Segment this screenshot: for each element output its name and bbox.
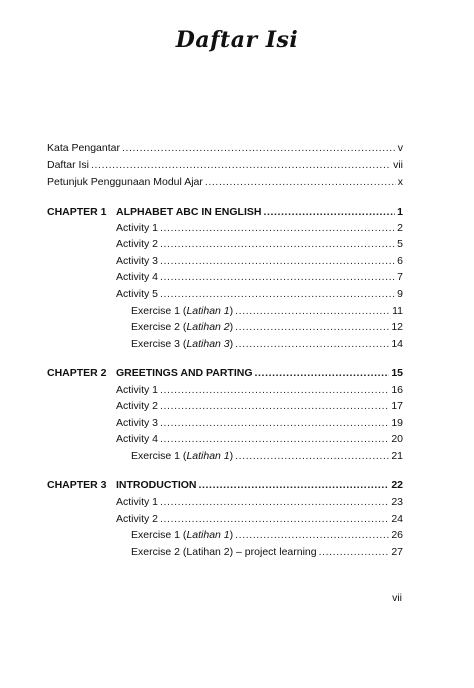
toc-entry[interactable]	[47, 141, 403, 155]
toc-entry-page: 1	[397, 206, 403, 218]
toc-entry[interactable]	[131, 320, 403, 334]
chapter-title: INTRODUCTION	[116, 479, 197, 491]
toc-entry[interactable]	[131, 449, 403, 463]
toc-entry-page: vii	[393, 159, 403, 171]
dot-leader	[263, 205, 395, 219]
toc-entry-label: Exercise 1 (Latihan 1)	[131, 305, 234, 317]
toc-entry-label: Activity 3	[116, 417, 159, 429]
toc-entry[interactable]	[116, 432, 403, 446]
toc-entry-label: Kata Pengantar	[47, 142, 120, 154]
toc-entry-label: Activity 1	[116, 496, 159, 508]
toc-entry[interactable]	[131, 304, 403, 318]
chapter-number: CHAPTER 2	[47, 367, 107, 379]
toc-entry-label: Exercise 1 (Latihan 1)	[131, 450, 234, 462]
toc-entry-label: Activity 2	[116, 513, 159, 525]
toc-entry-page: 21	[391, 450, 403, 462]
toc-entry[interactable]	[47, 175, 403, 189]
toc-entry-page: 22	[391, 479, 403, 491]
toc-entry-page: 15	[391, 367, 403, 379]
toc-entry-label: Exercise 2 (Latihan 2)	[131, 321, 234, 333]
dot-leader	[255, 366, 390, 380]
dot-leader	[235, 528, 389, 542]
toc-entry-page: 27	[391, 546, 403, 558]
toc-entry-page: 17	[391, 400, 403, 412]
toc-entry-page: 24	[391, 513, 403, 525]
dot-leader	[122, 141, 396, 155]
toc-entry[interactable]	[116, 495, 403, 509]
dot-leader	[160, 512, 389, 526]
dot-leader	[160, 383, 389, 397]
toc-entry-label: Activity 3	[116, 255, 159, 267]
page-title: Daftar Isi	[175, 27, 299, 53]
toc-entry-label: Activity 2	[116, 400, 159, 412]
toc-entry-page: x	[397, 176, 403, 188]
toc-entry-label: Activity 5	[116, 288, 159, 300]
dot-leader	[205, 175, 396, 189]
toc-entry-page: 12	[391, 321, 403, 333]
toc-entry[interactable]	[131, 528, 403, 542]
toc-entry[interactable]	[47, 158, 403, 172]
toc-entry-page: 7	[397, 271, 403, 283]
toc-entry[interactable]	[116, 416, 403, 430]
dot-leader	[235, 320, 389, 334]
dot-leader	[160, 270, 395, 284]
toc-entry-page: v	[397, 142, 403, 154]
toc-entry-label: Exercise 2 (Latihan 2) – project learning	[131, 546, 317, 558]
toc-entry[interactable]	[116, 399, 403, 413]
toc-entry-label: Activity 4	[116, 433, 159, 445]
toc-entry-label: Exercise 3 (Latihan 3)	[131, 338, 234, 350]
toc-entry-page: 2	[397, 222, 403, 234]
dot-leader	[160, 237, 395, 251]
toc-chapter-entry[interactable]	[116, 478, 403, 492]
toc-entry-label: Daftar Isi	[47, 159, 90, 171]
toc-entry-page: 5	[397, 238, 403, 250]
dot-leader	[91, 158, 391, 172]
toc-entry-label: Activity 4	[116, 271, 159, 283]
toc-entry-label: Activity 1	[116, 222, 159, 234]
dot-leader	[160, 495, 389, 509]
chapter-title: GREETINGS AND PARTING	[116, 367, 253, 379]
toc-entry[interactable]	[116, 512, 403, 526]
dot-leader	[160, 287, 395, 301]
toc-entry[interactable]	[116, 270, 403, 284]
toc-entry[interactable]	[116, 237, 403, 251]
toc-entry[interactable]	[116, 383, 403, 397]
toc-entry-label: Exercise 1 (Latihan 1)	[131, 529, 234, 541]
toc-entry-label: Petunjuk Penggunaan Modul Ajar	[47, 176, 203, 188]
dot-leader	[199, 478, 390, 492]
dot-leader	[160, 254, 395, 268]
dot-leader	[235, 337, 389, 351]
toc-entry[interactable]	[116, 287, 403, 301]
toc-entry-page: 6	[397, 255, 403, 267]
dot-leader	[160, 416, 389, 430]
toc-entry[interactable]	[116, 254, 403, 268]
toc-entry-page: 26	[391, 529, 403, 541]
dot-leader	[160, 399, 389, 413]
dot-leader	[160, 432, 389, 446]
chapter-number: CHAPTER 1	[47, 206, 107, 218]
toc-entry-label: Activity 2	[116, 238, 159, 250]
toc-entry[interactable]	[116, 221, 403, 235]
chapter-number: CHAPTER 3	[47, 479, 107, 491]
toc-chapter-entry[interactable]	[116, 205, 403, 219]
toc-chapter-entry[interactable]	[116, 366, 403, 380]
toc-entry-page: 14	[391, 338, 403, 350]
toc-entry-label: Activity 1	[116, 384, 159, 396]
dot-leader	[319, 545, 390, 559]
dot-leader	[235, 304, 390, 318]
page-number: vii	[392, 592, 402, 604]
toc-entry-page: 20	[391, 433, 403, 445]
toc-entry-page: 11	[392, 305, 403, 317]
toc-entry[interactable]	[131, 545, 403, 559]
toc-entry-page: 9	[397, 288, 403, 300]
toc-entry-page: 16	[391, 384, 403, 396]
chapter-title: ALPHABET ABC IN ENGLISH	[116, 206, 262, 218]
toc-entry[interactable]	[131, 337, 403, 351]
toc-entry-page: 19	[391, 417, 403, 429]
dot-leader	[235, 449, 389, 463]
toc-entry-page: 23	[391, 496, 403, 508]
dot-leader	[160, 221, 395, 235]
